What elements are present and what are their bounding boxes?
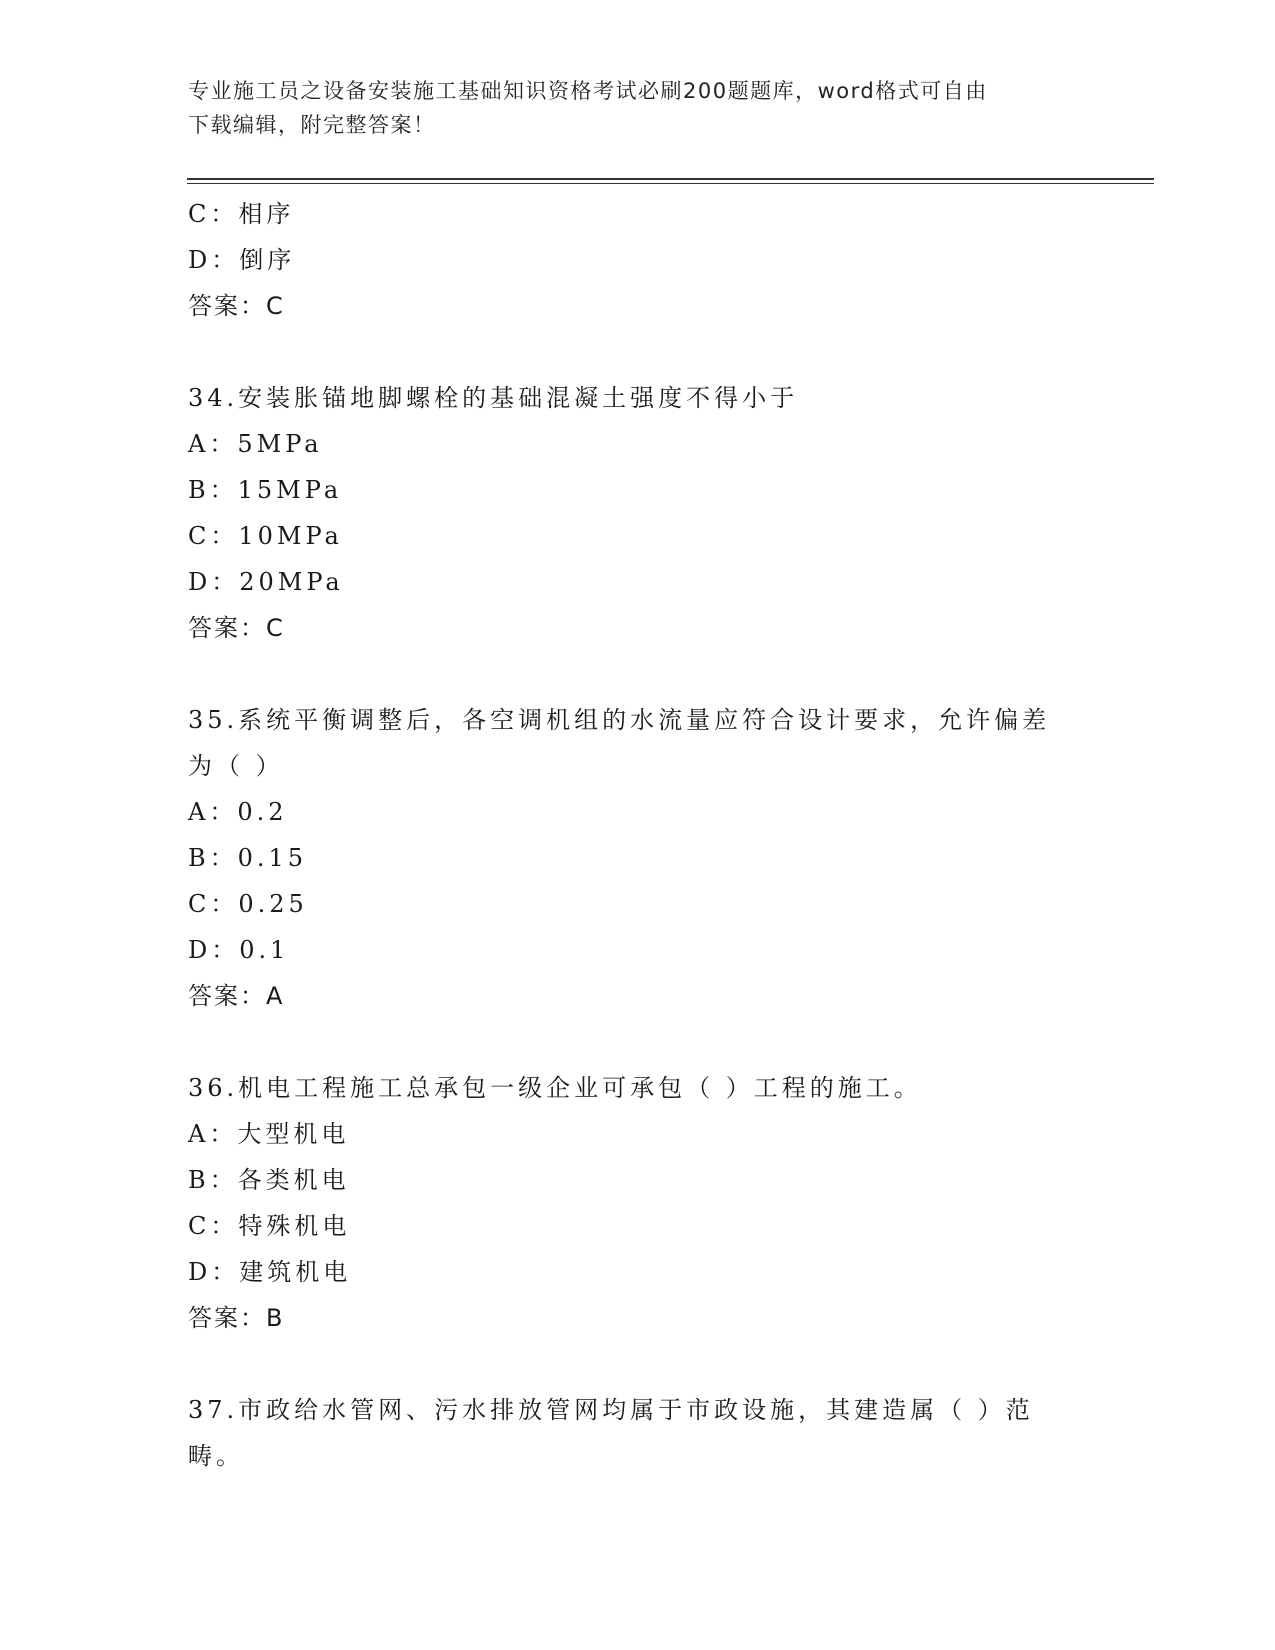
option-c	[188, 191, 1088, 237]
option-d	[188, 237, 1088, 283]
answer: 答案：B	[188, 1304, 285, 1332]
option-b	[188, 1157, 1088, 1203]
option-text: 倒序	[239, 246, 296, 274]
option-b	[188, 467, 1088, 513]
question-stem: 36.机电工程施工总承包一级企业可承包（ ）工程的施工。	[188, 1074, 922, 1102]
option-text: 10MPa	[238, 522, 343, 550]
option-label: B：	[188, 1166, 238, 1194]
option-text: 20MPa	[239, 568, 344, 596]
option-label: C：	[188, 522, 239, 550]
answer: 答案：C	[188, 292, 285, 320]
header-title-line-2: 下载编辑，附完整答案！	[188, 113, 436, 137]
option-c	[188, 513, 1088, 559]
option-text: 0.15	[237, 844, 308, 872]
option-d	[188, 1249, 1088, 1295]
option-label: C：	[188, 890, 239, 918]
answer: 答案：A	[188, 982, 285, 1010]
option-c	[188, 1203, 1088, 1249]
option-a	[188, 1111, 1088, 1157]
question-stem-line-1: 37.市政给水管网、污水排放管网均属于市政设施，其建造属（ ）范	[188, 1396, 1034, 1424]
header-rule-thick	[187, 178, 1154, 180]
option-text: 0.25	[238, 890, 308, 918]
option-c	[188, 881, 1088, 927]
option-d	[188, 559, 1088, 605]
question-stem-line-2: 畴。	[188, 1442, 244, 1470]
option-d	[188, 927, 1088, 973]
option-label: A：	[188, 1120, 238, 1148]
option-label: A：	[188, 798, 238, 826]
option-a	[188, 421, 1088, 467]
option-label: A：	[188, 430, 238, 458]
option-label: C：	[188, 200, 239, 228]
option-label: D：	[188, 568, 240, 596]
option-label: D：	[188, 246, 240, 274]
header-rule-thin	[187, 183, 1154, 184]
option-text: 相序	[238, 200, 295, 228]
question-list	[188, 191, 1088, 1479]
question-stem: 34.安装胀锚地脚螺栓的基础混凝土强度不得小于	[188, 384, 799, 412]
option-b	[188, 835, 1088, 881]
option-label: D：	[188, 1258, 240, 1286]
option-text: 各类机电	[237, 1166, 350, 1194]
option-label: B：	[188, 476, 238, 504]
option-label: C：	[188, 1212, 239, 1240]
option-text: 15MPa	[237, 476, 343, 504]
header-title-line-1: 专业施工员之设备安装施工基础知识资格考试必刷200题题库，word格式可自由	[188, 79, 988, 103]
option-label: B：	[188, 844, 238, 872]
question-stem-line-2: 为（ ）	[188, 752, 284, 780]
option-text: 大型机电	[237, 1120, 350, 1148]
option-text: 建筑机电	[239, 1258, 352, 1286]
option-text: 特殊机电	[238, 1212, 351, 1240]
document-header	[188, 74, 1088, 142]
option-text: 0.1	[239, 936, 290, 964]
question-stem-line-1: 35.系统平衡调整后，各空调机组的水流量应符合设计要求，允许偏差	[188, 706, 1051, 734]
option-text: 5MPa	[237, 430, 323, 458]
option-label: D：	[188, 936, 240, 964]
answer: 答案：C	[188, 614, 285, 642]
option-a	[188, 789, 1088, 835]
option-text: 0.2	[237, 798, 288, 826]
